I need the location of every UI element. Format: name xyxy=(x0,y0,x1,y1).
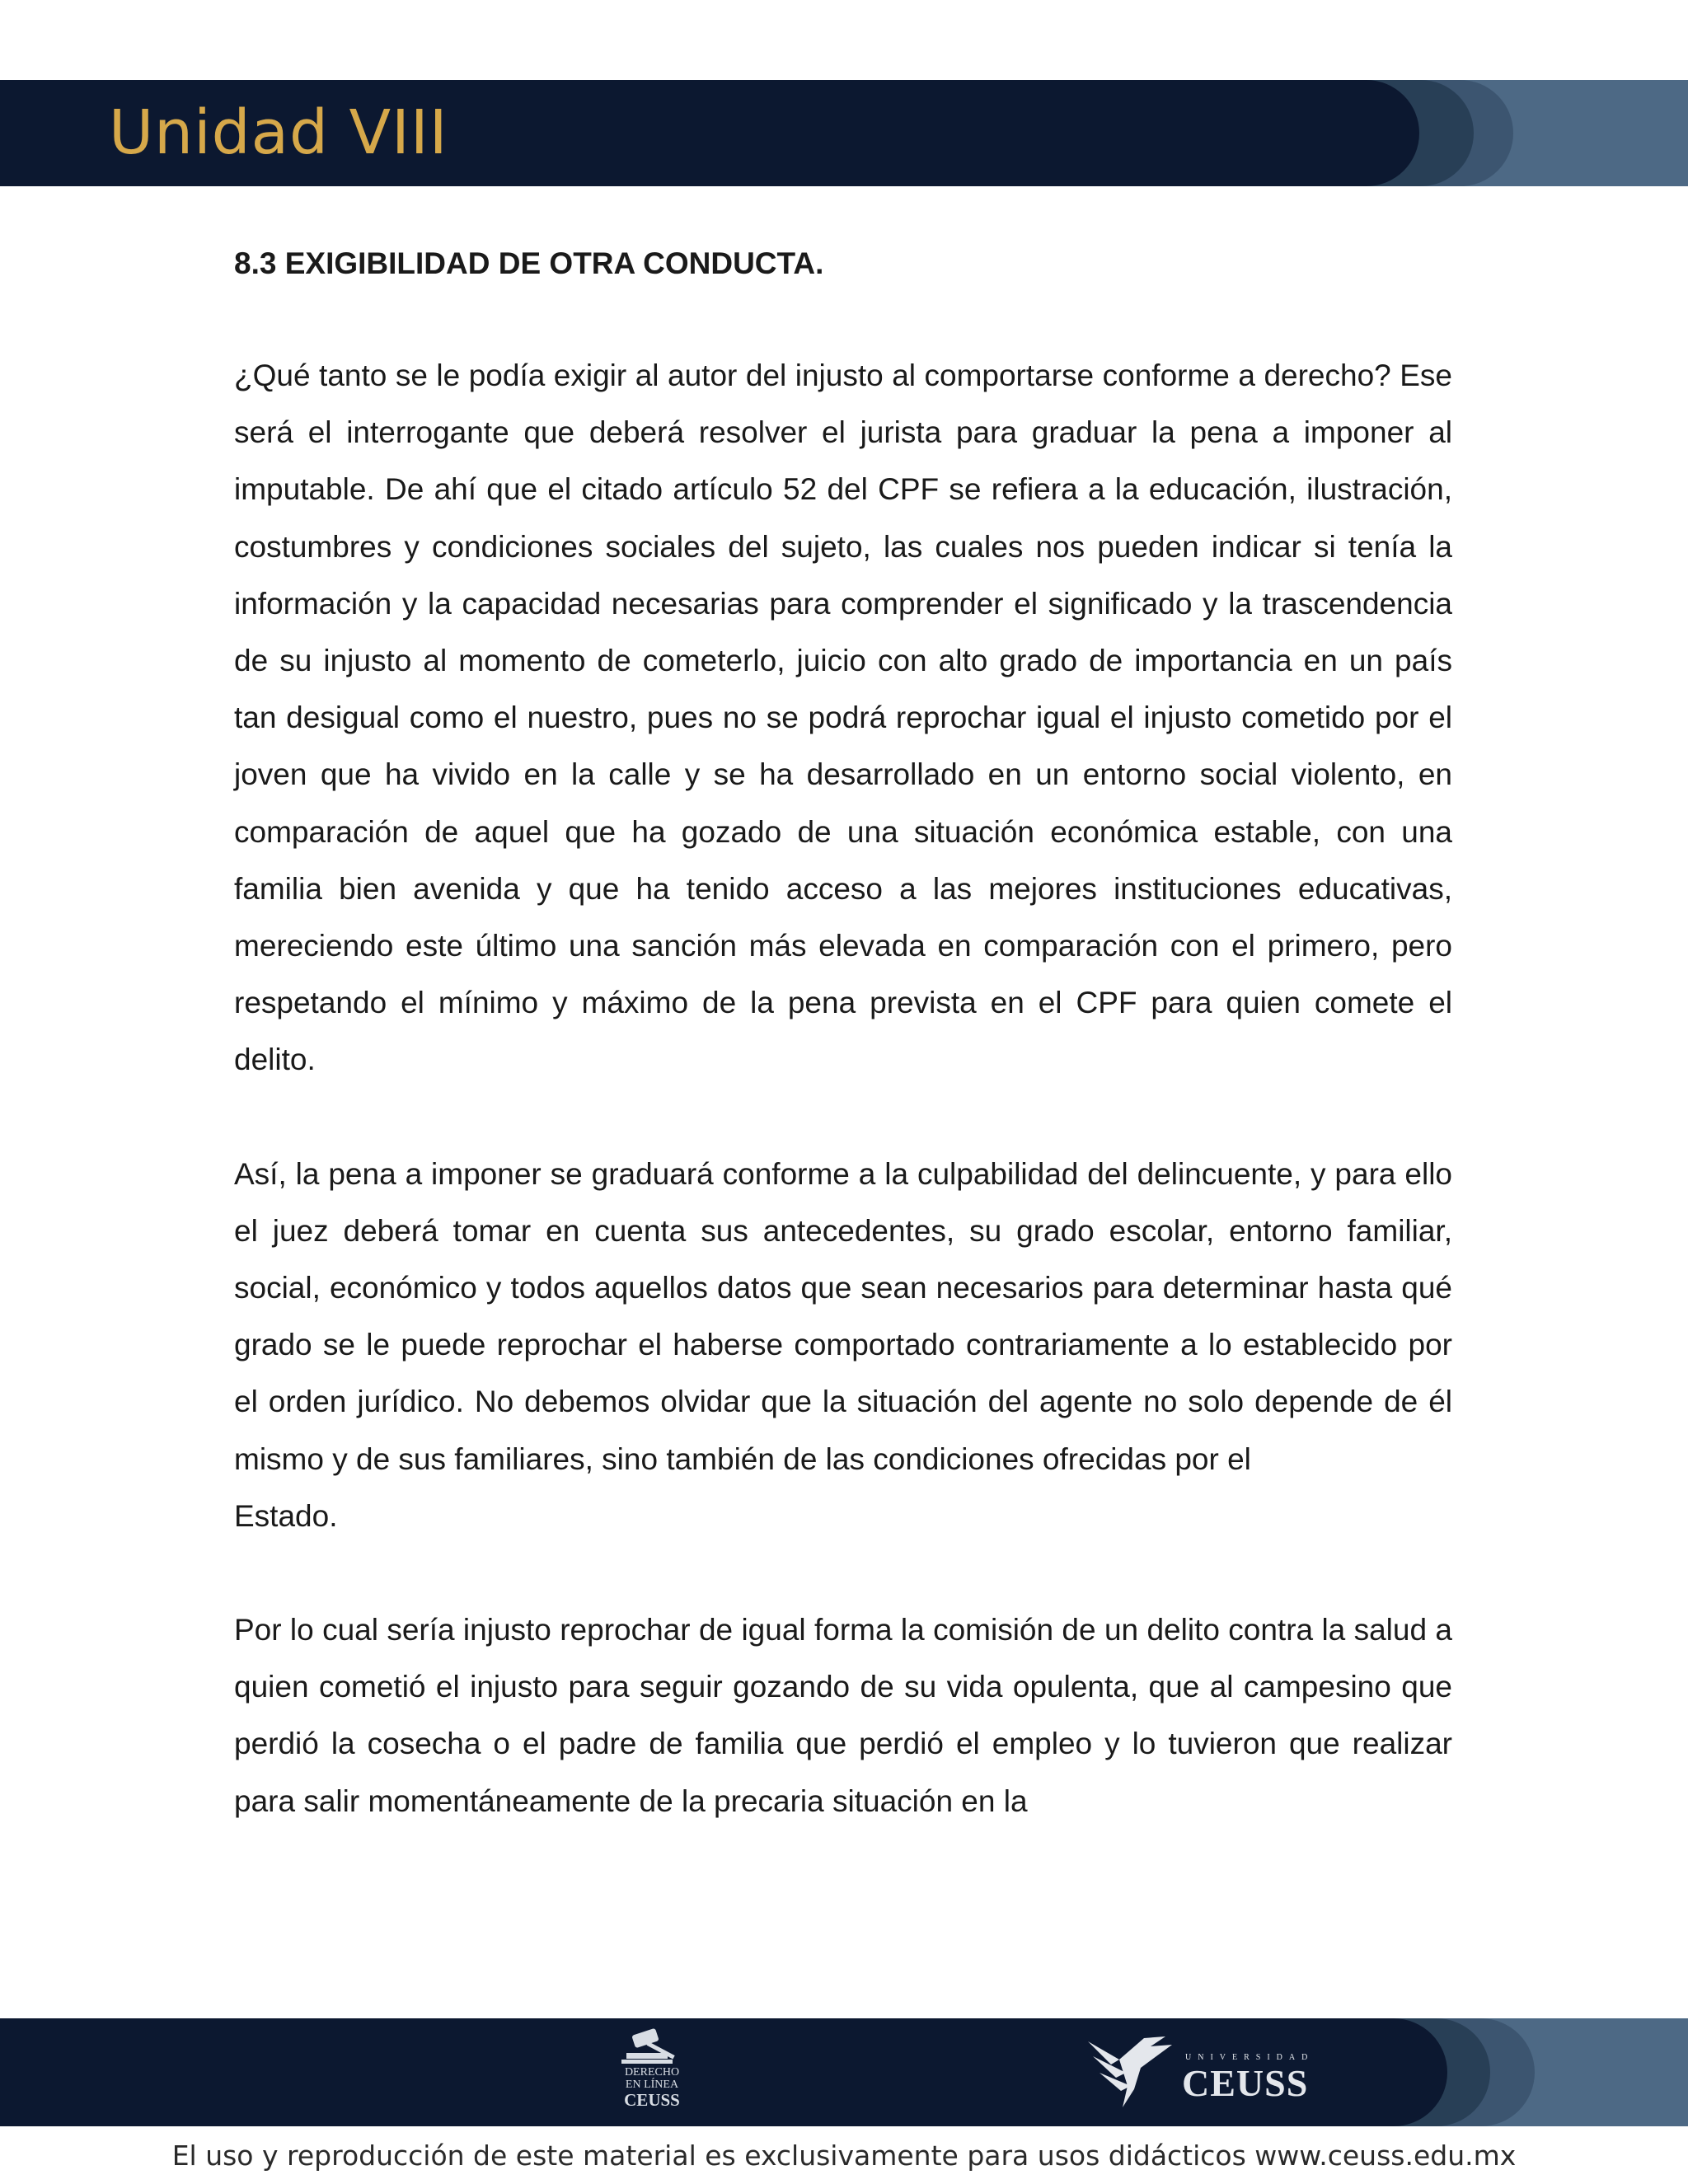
derecho-logo-line3: CEUSS xyxy=(624,2090,680,2110)
derecho-logo-line1: DERECHO xyxy=(624,2066,680,2079)
paragraph-3: Por lo cual sería injusto reprochar de igual forma la comisión de un delito contra la salud a quien cometió el injusto para seguir gozando de su vida opulenta, que al campesino que perdió la cosecha o el padre de familia que perdió el empleo y lo tuvieron que realizar para salir momentáneamente de la precaria situación en la xyxy=(234,1613,1452,1818)
footer-disclaimer: El uso y reproducción de este material es exclusivamente para usos didácticos www.ceuss.edu.mx xyxy=(171,2139,1517,2172)
ceuss-logo-subtitle: UNIVERSIDAD xyxy=(1185,2053,1315,2062)
document-body xyxy=(234,239,1452,1830)
section-heading: 8.3 EXIGIBILIDAD DE OTRA CONDUCTA. xyxy=(234,246,824,280)
paragraph-2-text: Así, la pena a imponer se graduará conforme a la culpabilidad del delincuente, y para ello el juez deberá tomar en cuenta sus antecedentes, su grado escolar, entorno familiar, social, económico y todos aquellos datos que sean necesarios para determinar hasta qué grado se le puede reprochar el haberse comportado contrariamente a lo establecido por el orden jurídico. No debemos olvidar que la situación del agente no solo depende de él mismo y de sus familiares, sino también de las condiciones ofrecidas por el xyxy=(234,1156,1452,1476)
page-footer xyxy=(0,2018,1688,2126)
ceuss-logo-name: CEUSS xyxy=(1182,2062,1309,2104)
paragraph-2 xyxy=(234,1146,1452,1544)
derecho-en-linea-logo xyxy=(607,2028,697,2121)
eagle-icon xyxy=(1086,2035,1179,2111)
derecho-logo-line2: EN LÍNEA xyxy=(625,2079,679,2091)
gavel-icon xyxy=(615,2028,689,2066)
paragraph-1: ¿Qué tanto se le podía exigir al autor del injusto al comportarse conforme a derecho? Ese será el interrogante que deberá resolver el jurista para graduar la pena a imponer al imputable. De ahí que el citado artículo 52 del CPF se refiera a la educación, ilustración, costumbres y condiciones sociales del sujeto, las cuales nos pueden indicar si tenía la información y la capacidad necesarias para comprender el significado y la trascendencia de su injusto al momento de cometerlo, juicio con alto grado de importancia en un país tan desigual como el nuestro, pues no se podrá reprochar igual el injusto cometido por el joven que ha vivido en la calle y se ha desarrollado en un entorno social violento, en comparación de aquel que ha gozado de una situación económica estable, con una familia bien avenida y que ha tenido acceso a las mejores instituciones educativas, mereciendo este último una sanción más elevada en comparación con el primero, pero respetando el mínimo y máximo de la pena prevista en el CPF para quien comete el delito. xyxy=(234,359,1452,1077)
page-header xyxy=(0,80,1688,186)
unit-title: Unidad VIII xyxy=(109,97,448,168)
ceuss-logo xyxy=(1086,2035,1315,2111)
paragraph-2-last-line: Estado. xyxy=(234,1498,338,1533)
